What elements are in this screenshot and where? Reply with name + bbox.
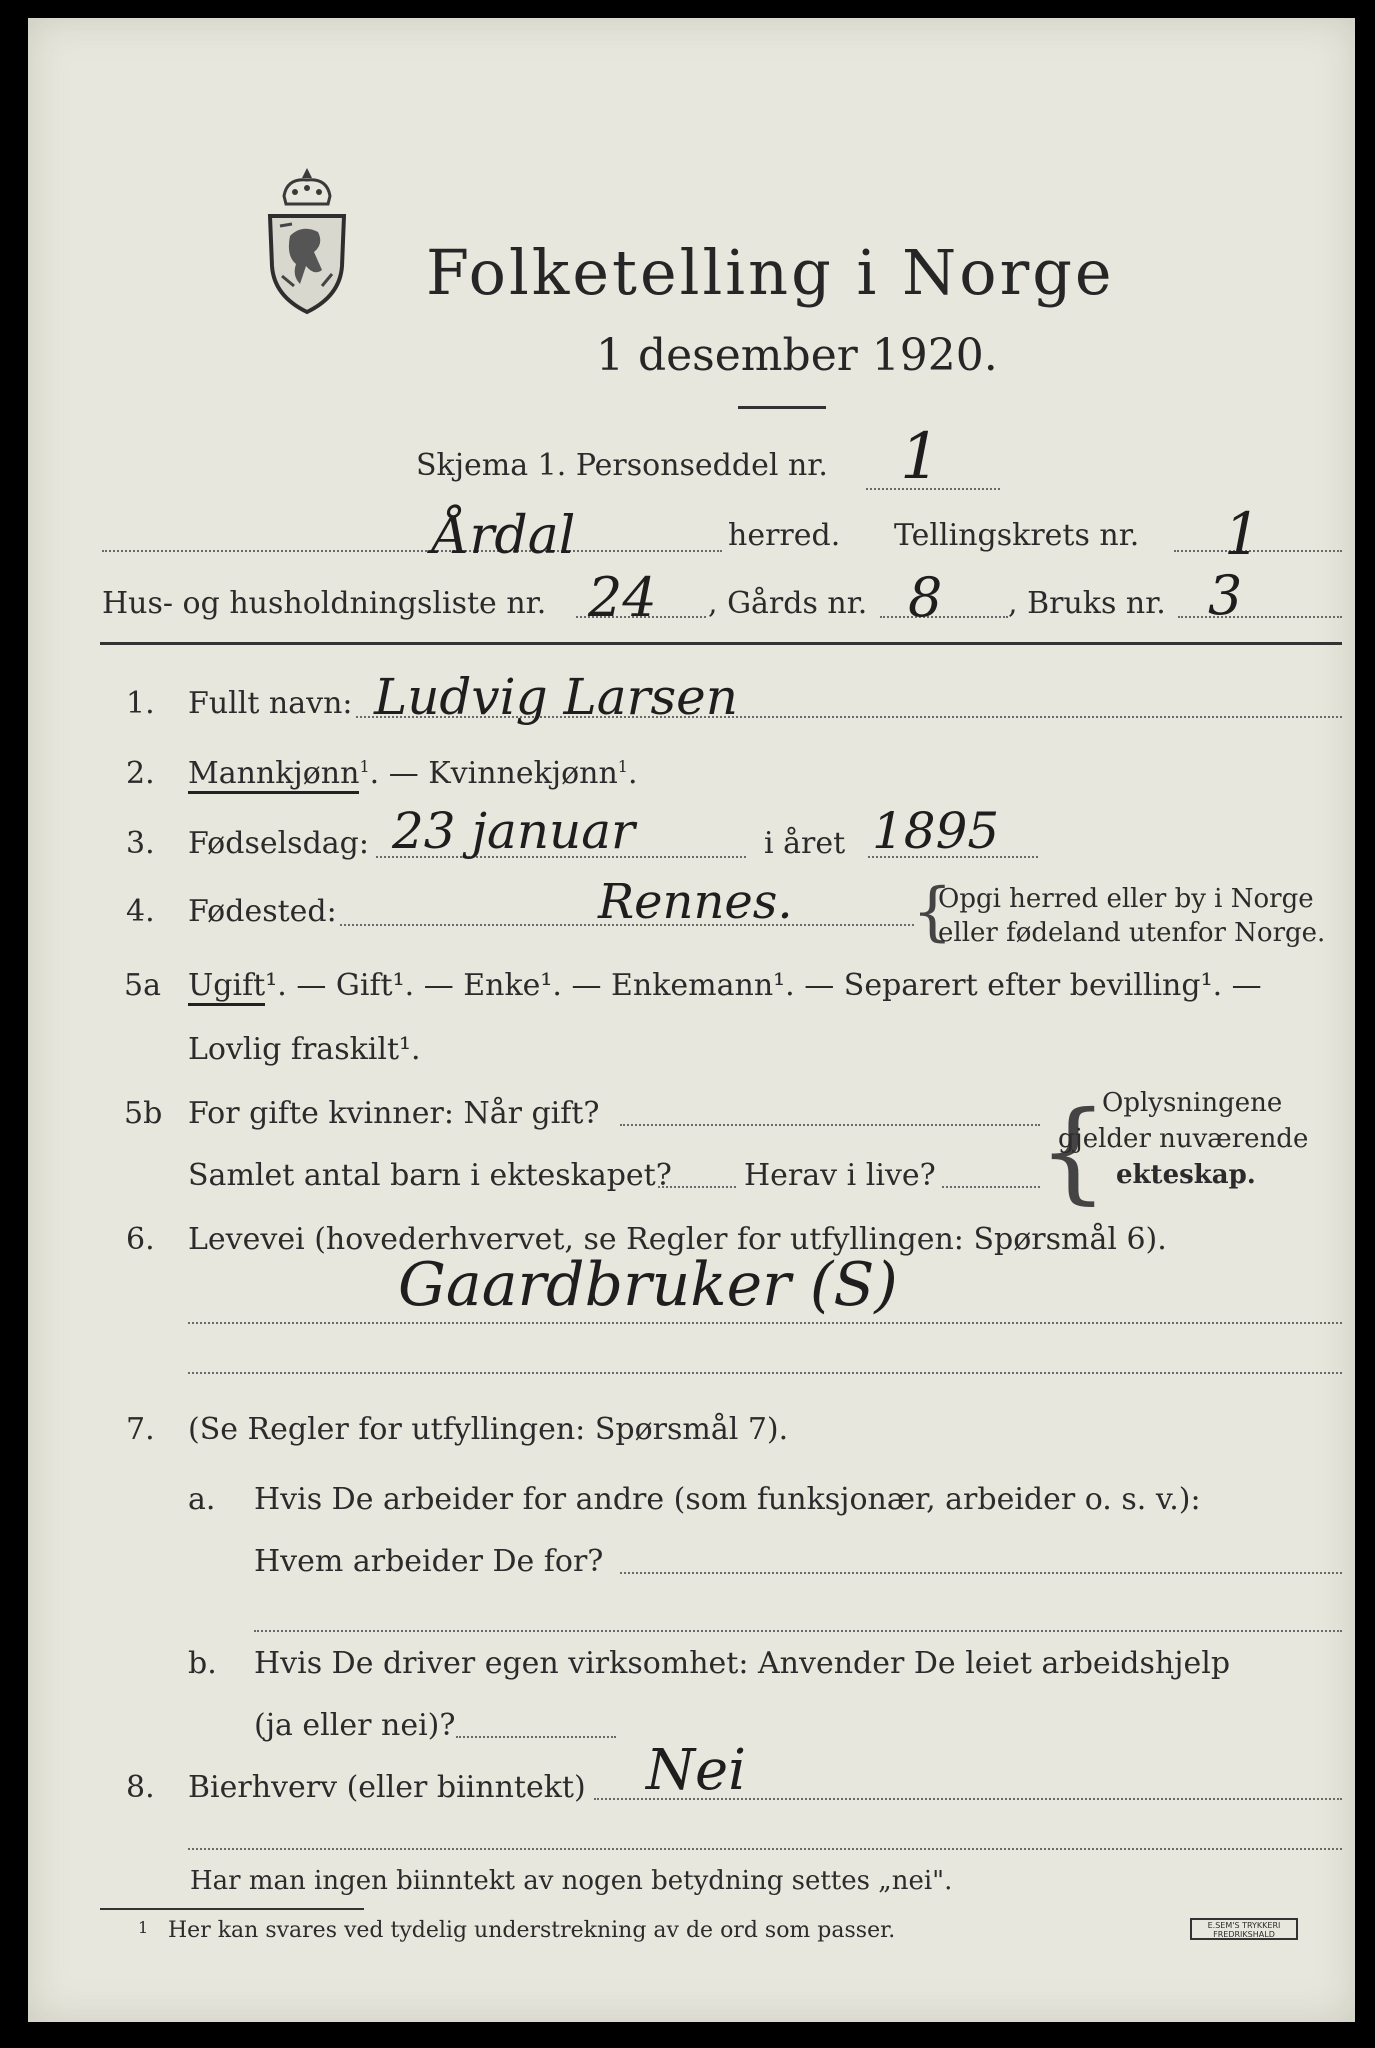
q5b-note-3: ekteskap. bbox=[1116, 1160, 1256, 1190]
q5b-label-2: Samlet antal barn i ekteskapet? bbox=[188, 1158, 672, 1193]
q5b-line-3 bbox=[942, 1186, 1040, 1188]
q7-number: 7. bbox=[126, 1412, 155, 1447]
form-subtitle: 1 desember 1920. bbox=[596, 330, 998, 381]
q1-value: Ludvig Larsen bbox=[374, 668, 738, 726]
q2-end: . bbox=[627, 756, 638, 791]
hus-label: Hus- og husholdningsliste nr. bbox=[102, 586, 547, 621]
q1-number: 1. bbox=[126, 686, 155, 721]
header-rule bbox=[100, 642, 1342, 645]
q3-value: 23 januar bbox=[392, 802, 635, 860]
q4-value: Rennes. bbox=[598, 874, 793, 930]
q7a-label: Hvis De arbeider for andre (som funksjonær, arbeider o. s. v.): bbox=[254, 1482, 1201, 1517]
q2-footnote-ref-1: 1 bbox=[359, 757, 370, 776]
q8-line-2 bbox=[188, 1848, 1342, 1850]
herred-line bbox=[102, 550, 722, 552]
bruks-nr: 3 bbox=[1208, 564, 1243, 627]
gards-label: , Gårds nr. bbox=[708, 586, 868, 621]
q7a-letter: a. bbox=[188, 1482, 216, 1517]
q5b-label-1: For gifte kvinner: Når gift? bbox=[188, 1096, 600, 1131]
q4-number: 4. bbox=[126, 894, 155, 929]
q7b-label: Hvis De driver egen virksomhet: Anvender De leiet arbeidshjelp bbox=[254, 1646, 1231, 1681]
q6-number: 6. bbox=[126, 1222, 155, 1257]
q7b-label-2: (ja eller nei)? bbox=[254, 1708, 456, 1743]
q7a-line-1 bbox=[620, 1572, 1342, 1574]
census-form-sheet bbox=[28, 18, 1355, 2022]
q8-number: 8. bbox=[126, 1770, 155, 1805]
q4-label: Fødested: bbox=[188, 894, 337, 929]
herred-value: Årdal bbox=[432, 506, 576, 566]
gards-nr: 8 bbox=[908, 566, 943, 629]
q3-year-label: i året bbox=[764, 826, 846, 861]
q1-label: Fullt navn: bbox=[188, 686, 353, 721]
q5a-ugift: Ugift bbox=[188, 968, 265, 1006]
q6-line-1 bbox=[188, 1322, 1342, 1324]
q2-kvinnekjonn: . — Kvinnekjønn bbox=[369, 756, 618, 791]
q2-number: 2. bbox=[126, 756, 155, 791]
stamp-line-1: E.SEM'S TRYKKERI bbox=[1207, 1921, 1281, 1930]
q2-footnote-ref-2: 1 bbox=[617, 757, 628, 776]
q5b-label-3: Herav i live? bbox=[744, 1158, 936, 1193]
herred-label: herred. bbox=[728, 518, 841, 553]
q5a-line2: Lovlig fraskilt¹. bbox=[188, 1032, 421, 1067]
q3-year: 1895 bbox=[872, 802, 1000, 860]
q8-value: Nei bbox=[646, 1738, 747, 1803]
q7b-letter: b. bbox=[188, 1646, 217, 1681]
q7a-line-2 bbox=[254, 1630, 1342, 1632]
personseddel-nr: 1 bbox=[900, 420, 941, 494]
bruks-label: , Bruks nr. bbox=[1008, 586, 1166, 621]
q7-label: (Se Regler for utfyllingen: Spørsmål 7). bbox=[188, 1412, 789, 1447]
gards-line bbox=[880, 616, 1008, 618]
footnote-rule bbox=[100, 1908, 364, 1910]
q5b-line-2 bbox=[658, 1186, 736, 1188]
q5b-note-2: gjelder nuværende bbox=[1058, 1124, 1309, 1154]
biinntekt-note: Har man ingen biinntekt av nogen betydning settes „nei". bbox=[190, 1866, 953, 1896]
q4-brace: { bbox=[912, 875, 953, 949]
tellingskrets-nr: 1 bbox=[1224, 500, 1261, 568]
coat-of-arms-icon bbox=[262, 166, 352, 316]
printer-stamp bbox=[1190, 1918, 1298, 1940]
skjema-label: Skjema 1. Personseddel nr. bbox=[416, 448, 828, 483]
q5a-options bbox=[188, 968, 1262, 1003]
q7a-label-2: Hvem arbeider De for? bbox=[254, 1544, 604, 1579]
footnote-number: 1 bbox=[138, 1918, 149, 1937]
q5b-number: 5b bbox=[124, 1096, 163, 1131]
hus-nr: 24 bbox=[588, 566, 657, 629]
q6-line-2 bbox=[188, 1372, 1342, 1374]
q7b-line bbox=[456, 1736, 616, 1738]
stamp-line-2: FREDRIKSHALD bbox=[1213, 1930, 1275, 1939]
bruks-line bbox=[1178, 616, 1342, 618]
q5b-note-1: Oplysningene bbox=[1102, 1088, 1283, 1118]
q4-note-2: eller fødeland utenfor Norge. bbox=[938, 918, 1326, 948]
q8-label: Bierhverv (eller biinntekt) bbox=[188, 1770, 586, 1805]
tellingskrets-label: Tellingskrets nr. bbox=[894, 518, 1140, 553]
q4-note-1: Opgi herred eller by i Norge bbox=[938, 884, 1314, 914]
q5a-number: 5a bbox=[124, 968, 161, 1003]
q5b-brace: { bbox=[1038, 1087, 1108, 1215]
form-title: Folketelling i Norge bbox=[426, 236, 1115, 309]
q6-label: Levevei (hovederhvervet, se Regler for utfyllingen: Spørsmål 6). bbox=[188, 1222, 1167, 1257]
title-divider bbox=[738, 406, 826, 409]
q3-number: 3. bbox=[126, 826, 155, 861]
q2-mannkjonn: Mannkjønn bbox=[188, 756, 359, 794]
footnote-text: Her kan svares ved tydelig understrekning av de ord som passer. bbox=[168, 1918, 896, 1943]
q6-value: Gaardbruker (S) bbox=[398, 1250, 898, 1320]
q2-options bbox=[188, 756, 638, 791]
q5a-other-options: ¹. — Gift¹. — Enke¹. — Enkemann¹. — Separert efter bevilling¹. — bbox=[265, 968, 1262, 1003]
q5b-line-1 bbox=[620, 1124, 1040, 1126]
q3-label: Fødselsdag: bbox=[188, 826, 369, 861]
